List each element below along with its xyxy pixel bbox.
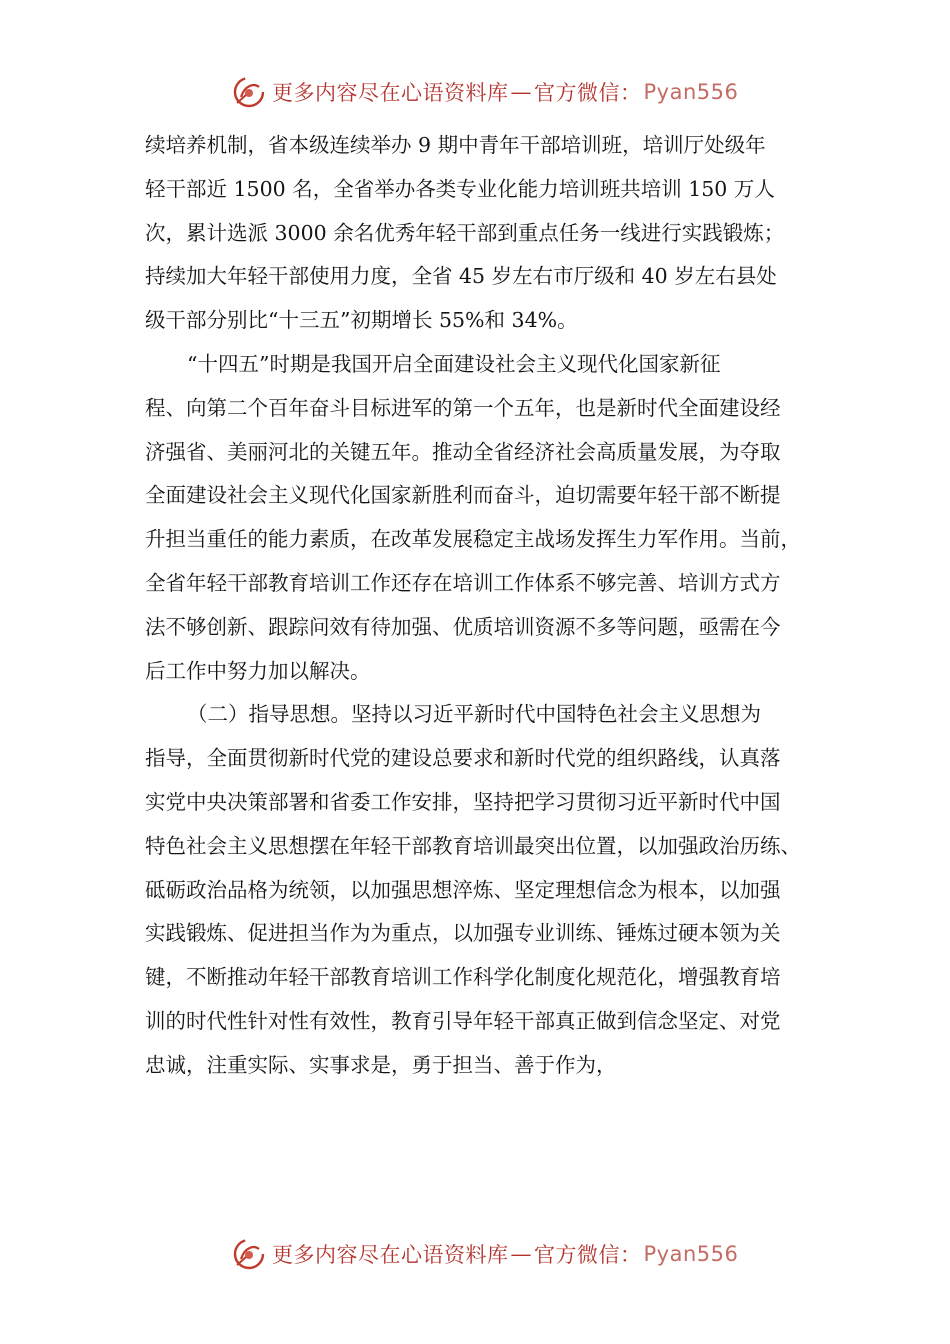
text-line: 济强省、美丽河北的关键五年。推动全省经济社会高质量发展，为夺取 [145,439,781,464]
watermark-dash: — [510,1242,532,1266]
text-line: 升担当重任的能力素质，在改革发展稳定主战场发挥生力军作用。当前， [145,527,801,552]
text-line: 键，不断推动年轻干部教育培训工作科学化制度化规范化，增强教育培 [145,965,781,990]
text-line: 砥砺政治品格为统领，以加强思想淬炼、坚定理想信念为根本，以加强 [145,877,781,902]
text-line: 轻干部近 1500 名，全省举办各类专业化能力培训班共培训 150 万人 [145,176,775,201]
text-line: 后工作中努力加以解决。 [145,658,371,683]
watermark-label: 官方微信： [534,1243,642,1267]
logo-swirl-icon [232,1237,266,1271]
text-line: 程、向第二个百年奋斗目标进军的第一个五年，也是新时代全面建设经 [145,395,781,420]
text-line: 法不够创新、跟踪问效有待加强、优质培训资源不多等问题，亟需在今 [145,614,781,639]
watermark-text: 更多内容尽在心语资料库 [272,81,509,105]
text-line: 训的时代性针对性有效性，教育引导年轻干部真正做到信念坚定、对党 [145,1008,781,1033]
watermark-id: Pyan556 [643,80,739,104]
watermark-header [232,72,752,112]
logo-swirl-icon [232,75,266,109]
document-body [145,124,825,1088]
text-line: 实践锻炼、促进担当作为为重点，以加强专业训练、锤炼过硬本领为关 [145,921,781,946]
text-line: 次，累计选派 3000 余名优秀年轻干部到重点任务一线进行实践锻炼； [145,220,785,245]
watermark-footer [232,1234,752,1274]
watermark-dash: — [510,80,532,104]
watermark-label: 官方微信： [534,81,642,105]
text-line: 续培养机制，省本级连续举办 9 期中青年干部培训班，培训厅处级年 [145,133,766,157]
text-line: 实党中央决策部署和省委工作安排，坚持把学习贯彻习近平新时代中国 [145,789,781,814]
text-line: 全省年轻干部教育培训工作还存在培训工作体系不够完善、培训方式方 [145,570,781,595]
text-line: 级干部分别比“十三五”初期增长 55%和 34%。 [145,308,578,333]
text-line: 全面建设社会主义现代化国家新胜利而奋斗，迫切需要年轻干部不断提 [145,483,781,508]
text-line: 特色社会主义思想摆在年轻干部教育培训最突出位置，以加强政治历练、 [145,833,801,858]
text-line: 指导，全面贯彻新时代党的建设总要求和新时代党的组织路线，认真落 [145,746,781,771]
text-line: 忠诚，注重实际、实事求是，勇于担当、善于作为， [145,1052,617,1077]
text-line: “十四五”时期是我国开启全面建设社会主义现代化国家新征 [187,351,721,376]
watermark-id: Pyan556 [643,1242,739,1266]
text-line: （二）指导思想。坚持以习近平新时代中国特色社会主义思想为 [187,702,761,727]
text-line: 持续加大年轻干部使用力度，全省 45 岁左右市厅级和 40 岁左右县处 [145,264,777,289]
watermark-text: 更多内容尽在心语资料库 [272,1243,509,1267]
